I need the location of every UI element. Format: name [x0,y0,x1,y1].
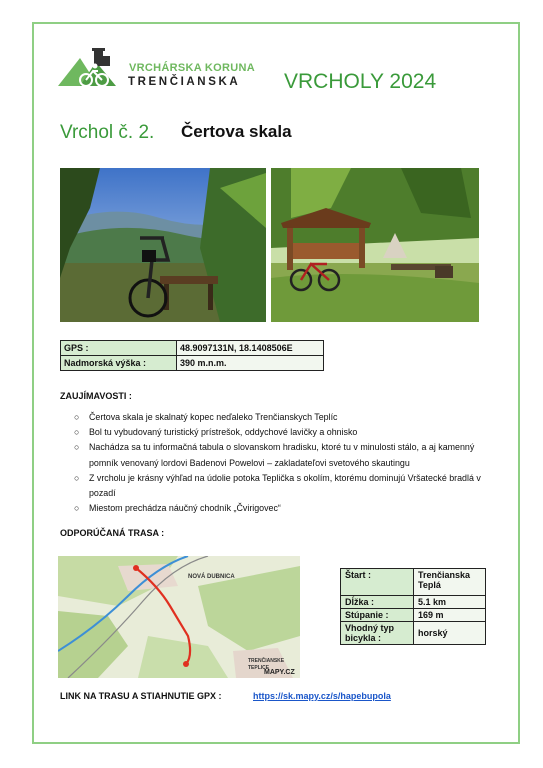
gps-value: 48.9097131N, 18.1408506E [177,341,324,356]
series-title: VRCHOLY 2024 [284,70,437,93]
table-row [61,356,324,371]
map-label-nova-dubnica: NOVÁ DUBNICA [188,574,235,580]
table-row [341,596,486,609]
list-item: ○ Miestom prechádza náučný chodník „Čvirigovec“ [74,501,504,516]
altitude-value: 390 m.n.m. [177,356,324,371]
altitude-label: Nadmorská výška : [61,356,177,371]
route-map[interactable] [58,556,300,678]
route-heading: ODPORÚČANÁ TRASA : [60,528,165,538]
bullet-icon: ○ [74,503,80,514]
map-label-trencianske: TRENČIANSKE [248,658,285,664]
peak-name: Čertova skala [181,122,292,141]
photo-shelter [271,168,479,322]
bullet-icon: ○ [74,472,80,483]
length-value: 5.1 km [414,596,486,609]
gps-label: GPS : [61,341,177,356]
peak-number: Vrchol č. 2. [60,122,155,143]
table-row [341,609,486,622]
list-item: ○ Bol tu vybudovaný turistický prístrešok, oddychové lavičky a ohnisko [74,425,504,440]
list-item: ○ Z vrcholu je krásny výhľad na údolie potoka Teplička s okolím, ktorému dominujú Vršatecké bradlá v pozadí [74,472,481,499]
table-row [341,622,486,645]
location-info-table [60,340,324,371]
map-label-teplice: TEPLICE [248,665,270,671]
route-link[interactable]: https://sk.mapy.cz/s/hapebupola [253,691,391,701]
bike-type-value: horský [414,622,486,645]
logo-subtitle: TRENČIANSKA [128,76,241,88]
list-item: ○ Nachádza sa tu informačná tabula o slovanskom hradisku, ktoré tu v minulosti stálo, a aj kamenný pomník venovaný lordovi Badenovi Powelovi – zakladateľovi svetového skautingu [74,442,475,468]
bike-type-label: Vhodný typ bicykla : [341,622,414,645]
photo-viewpoint-bike [60,168,266,322]
start-label: Štart : [341,569,414,596]
table-row [341,569,486,596]
logo-title: VRCHÁRSKA KORUNA [129,62,256,74]
mapy-cz-logo: MAPY.CZ [264,669,295,676]
climb-value: 169 m [414,609,486,622]
climb-label: Stúpanie : [341,609,414,622]
start-value: Trenčianska Teplá [414,569,486,596]
length-label: Dĺžka : [341,596,414,609]
bullet-icon: ○ [74,412,80,422]
bullet-icon: ○ [74,427,80,438]
attractions-heading: ZAUJÍMAVOSTI : [60,391,132,401]
attractions-list [74,410,504,516]
link-label: LINK NA TRASU A STIAHNUTIE GPX : [60,691,222,701]
table-row [61,341,324,356]
route-info-table [340,568,486,645]
bullet-icon: ○ [74,442,80,453]
list-item: ○ Čertova skala je skalnatý kopec neďaleko Trenčianskych Teplíc [74,410,504,425]
